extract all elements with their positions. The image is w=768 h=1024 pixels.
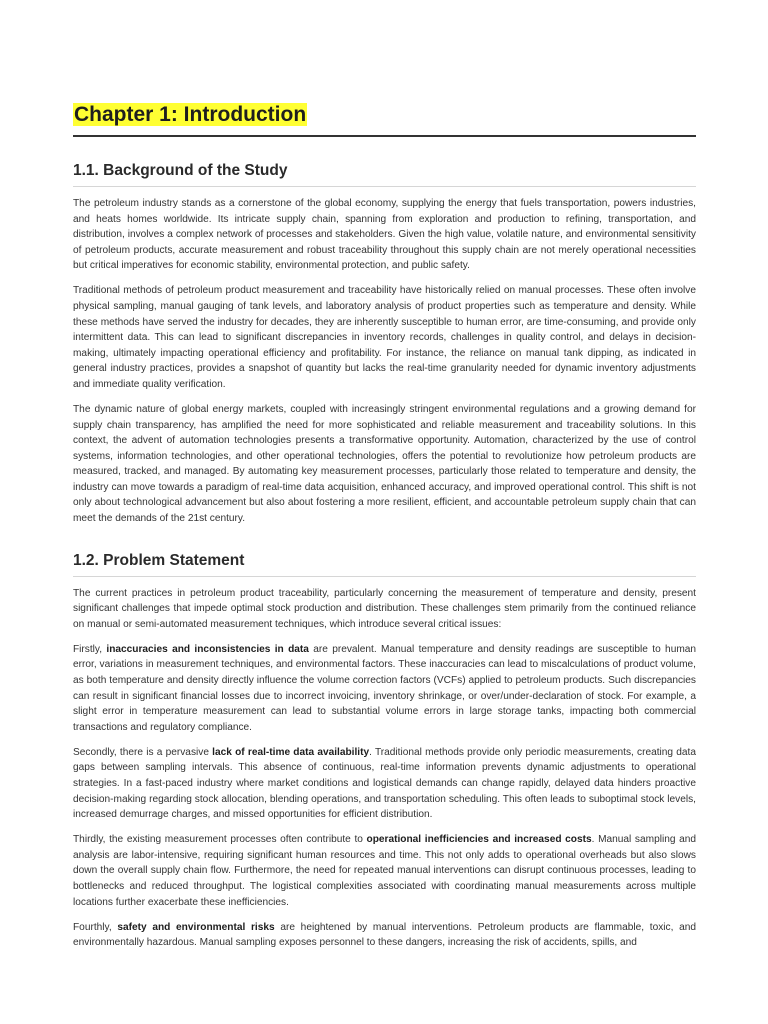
section-divider bbox=[73, 186, 696, 187]
section-divider bbox=[73, 576, 696, 577]
emphasis-text: safety and environmental risks bbox=[117, 921, 275, 933]
paragraph-text: Secondly, there is a pervasive bbox=[73, 746, 213, 758]
paragraph bbox=[73, 920, 696, 951]
chapter-title-highlight: Chapter 1: Introduction bbox=[74, 103, 307, 126]
section-title-problem-statement: 1.2. Problem Statement bbox=[73, 551, 245, 569]
paragraph bbox=[73, 832, 696, 910]
paragraph: The dynamic nature of global energy markets, coupled with increasingly stringent environmental regulations and a growing demand for supply chain transparency, has amplified the need for more sophisticated and reliable measurement and traceability solutions. In this context, the advent of automation technologies presents a transformative opportunity. Automation, characterized by the use of control systems, information technologies, and other operational technologies, offers the potential to revolutionize how petroleum products are measured, tracked, and managed. By automating key measurement processes, particularly those related to temperature and density, the industry can move towards a paradigm of real-time data acquisition, enhanced accuracy, and improved operational control. This shift is not only about technological advancement but also about fostering a more resilient, efficient, and accountable petroleum supply chain that can meet the demands of the 21st century. bbox=[73, 403, 696, 525]
section-title-background: 1.1. Background of the Study bbox=[73, 162, 288, 179]
paragraph: The petroleum industry stands as a cornerstone of the global economy, supplying the energy that fuels transportation, powers industries, and heats homes worldwide. Its intricate supply chain, spanning from exploration and production to refining, transportation, and distribution, involves a complex network of processes and stakeholders. Given the high value, volatile nature, and environmental sensitivity of petroleum products, accurate measurement and robust traceability throughout this supply chain are not merely operational necessities but critical imperatives for economic stability, environmental protection, and public safety. bbox=[73, 198, 696, 272]
emphasis-text: inaccuracies and inconsistencies in data bbox=[106, 643, 309, 655]
emphasis-text: lack of real-time data availability bbox=[212, 746, 370, 758]
paragraph-text: Firstly, bbox=[73, 643, 107, 655]
chapter-title bbox=[73, 100, 696, 130]
paragraph-text: . Traditional methods provide only periodic measurements, creating data gaps between sampling intervals. This absence of continuous, real-time information prevents dynamic adjustments to operational strategies. In a fast-paced industry where market conditions and logistical demands can change rapidly, delayed data hinders proactive decision-making regarding stock allocation, blending operations, and transportation scheduling. This often leads to suboptimal stock levels, increased demurrage charges, and missed opportunities for efficient distribution. bbox=[73, 746, 696, 821]
paragraph-text: Fourthly, bbox=[73, 921, 118, 933]
paragraph-text: are prevalent. Manual temperature and density readings are susceptible to human error, variations in measurement techniques, and environmental factors. These inaccuracies can lead to miscalculations of product volume, as both temperature and density directly influence the volume correction factors (VCFs) applied to petroleum products. Such discrepancies can result in significant financial losses due to incorrect invoicing, inventory shrinkage, or over/under-declaration of stock. For example, a slight error in temperature measurement can lead to substantial volume errors in large storage tanks, impacting both commercial transactions and regulatory compliance. bbox=[73, 643, 697, 733]
paragraph bbox=[73, 642, 696, 736]
paragraph: Traditional methods of petroleum product measurement and traceability have historically relied on manual processes. These often involve physical sampling, manual gauging of tank levels, and laboratory analysis of product properties such as temperature and density. While these methods have served the industry for decades, they are inherently susceptible to human error, are time-consuming, and provide only intermittent data. This can lead to significant discrepancies in inventory records, challenges in quality control, and delays in decision-making, ultimately impacting operational efficiency and profitability. For instance, the reliance on manual tank dipping, as indicated in general industry practices, provides a snapshot of quantity but lacks the real-time granularity needed for dynamic inventory adjustments and immediate quality verification. bbox=[73, 285, 696, 390]
paragraph-text: are heightened by manual interventions. Petroleum products are flammable, toxic, and environmentally hazardous. Manual sampling exposes personnel to these dangers, increasing the risk of accidents, spills, and bbox=[73, 921, 697, 949]
paragraph-text: . Manual sampling and analysis are labor-intensive, requiring significant human resources and time. This not only adds to operational overheads but also slows down the overall supply chain flow. Furthermore, the need for repeated manual interventions can disrupt continuous processes, leading to bottlenecks and reduced throughput. The logistical complexities associated with coordinating manual measurements across multiple locations further exacerbate these inefficiencies. bbox=[73, 834, 697, 908]
paragraph bbox=[73, 745, 696, 823]
chapter-divider bbox=[73, 135, 696, 137]
paragraph: The current practices in petroleum product traceability, particularly concerning the measurement of temperature and density, present significant challenges that impede optimal stock production and distribution. These challenges stem primarily from the continued reliance on manual or semi-automated measurement techniques, which introduce several critical issues: bbox=[73, 587, 696, 630]
emphasis-text: operational inefficiencies and increased costs bbox=[366, 834, 592, 846]
document-page bbox=[73, 100, 696, 951]
paragraph-text: Thirdly, the existing measurement processes often contribute to bbox=[73, 834, 367, 846]
